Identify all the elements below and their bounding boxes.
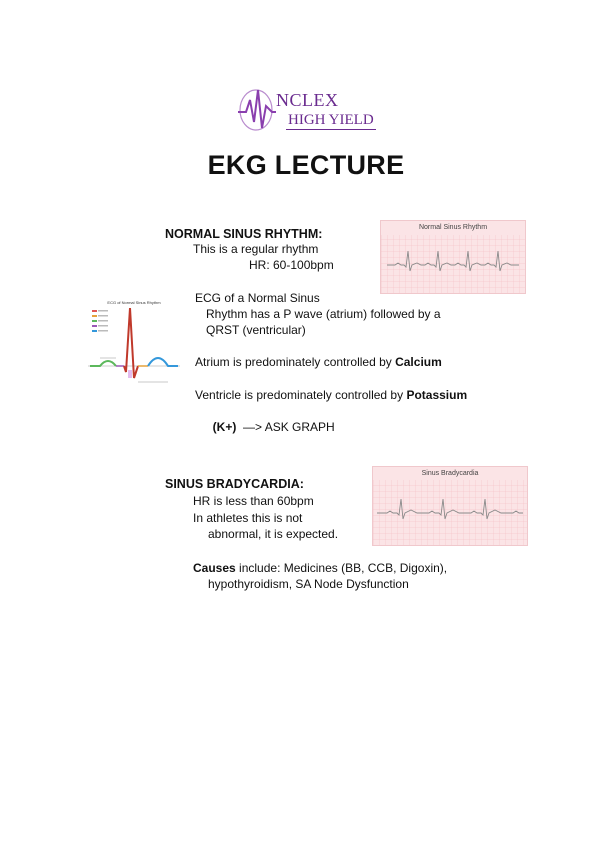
brady-heading: SINUS BRADYCARDIA: <box>165 477 304 491</box>
nsr-heading: NORMAL SINUS RHYTHM: <box>165 227 323 241</box>
ventricle-potassium: Potassium <box>406 388 468 402</box>
ventricle-statement <box>195 387 467 403</box>
causes-line-1 <box>193 560 447 576</box>
logo-text-high-yield: HIGH YIELD <box>288 112 374 128</box>
ventricle-statement-line-2 <box>206 403 335 435</box>
causes-label: Causes <box>193 561 236 575</box>
nsr-ecg-line-2: Rhythm has a P wave (atrium) followed by a <box>206 307 441 321</box>
nsr-heart-rate: HR: 60-100bpm <box>249 258 334 272</box>
nsr-ecg-line-3: QRST (ventricular) <box>206 323 306 337</box>
brady-line-2: In athletes this is not <box>193 511 303 525</box>
diagram-title: ECG of Normal Sinus Rhythm <box>107 300 161 305</box>
nsr-description: This is a regular rhythm <box>193 242 319 256</box>
causes-text: include: Medicines (BB, CCB, Digoxin), <box>235 561 448 575</box>
ventricle-prefix: Ventricle is predominately controlled by <box>195 388 407 402</box>
causes-line-2: hypothyroidism, SA Node Dysfunction <box>208 577 409 591</box>
brady-ecg-trace <box>373 467 527 545</box>
brady-line-3: abnormal, it is expected. <box>208 527 339 541</box>
atrium-calcium: Calcium <box>395 355 442 369</box>
ventricle-suffix: —> ASK GRAPH <box>236 420 335 434</box>
nsr-ecg-title: Normal Sinus Rhythm <box>418 224 488 231</box>
nsr-ecg-trace <box>381 221 525 293</box>
brady-line-1: HR is less than 60bpm <box>193 494 314 508</box>
brady-ecg-strip <box>372 466 528 546</box>
brady-ecg-title: Sinus Bradycardia <box>421 470 479 477</box>
page-title: EKG LECTURE <box>207 150 405 180</box>
logo-text-nclex: NCLEX <box>276 90 339 110</box>
nsr-ecg-line-1: ECG of a Normal Sinus <box>195 291 320 305</box>
atrium-prefix: Atrium is predominately controlled by <box>195 355 396 369</box>
atrium-statement <box>195 354 442 370</box>
ventricle-k-plus: (K+) <box>212 420 237 434</box>
ecg-waveform-diagram <box>88 298 180 388</box>
nsr-ecg-strip <box>380 220 526 294</box>
